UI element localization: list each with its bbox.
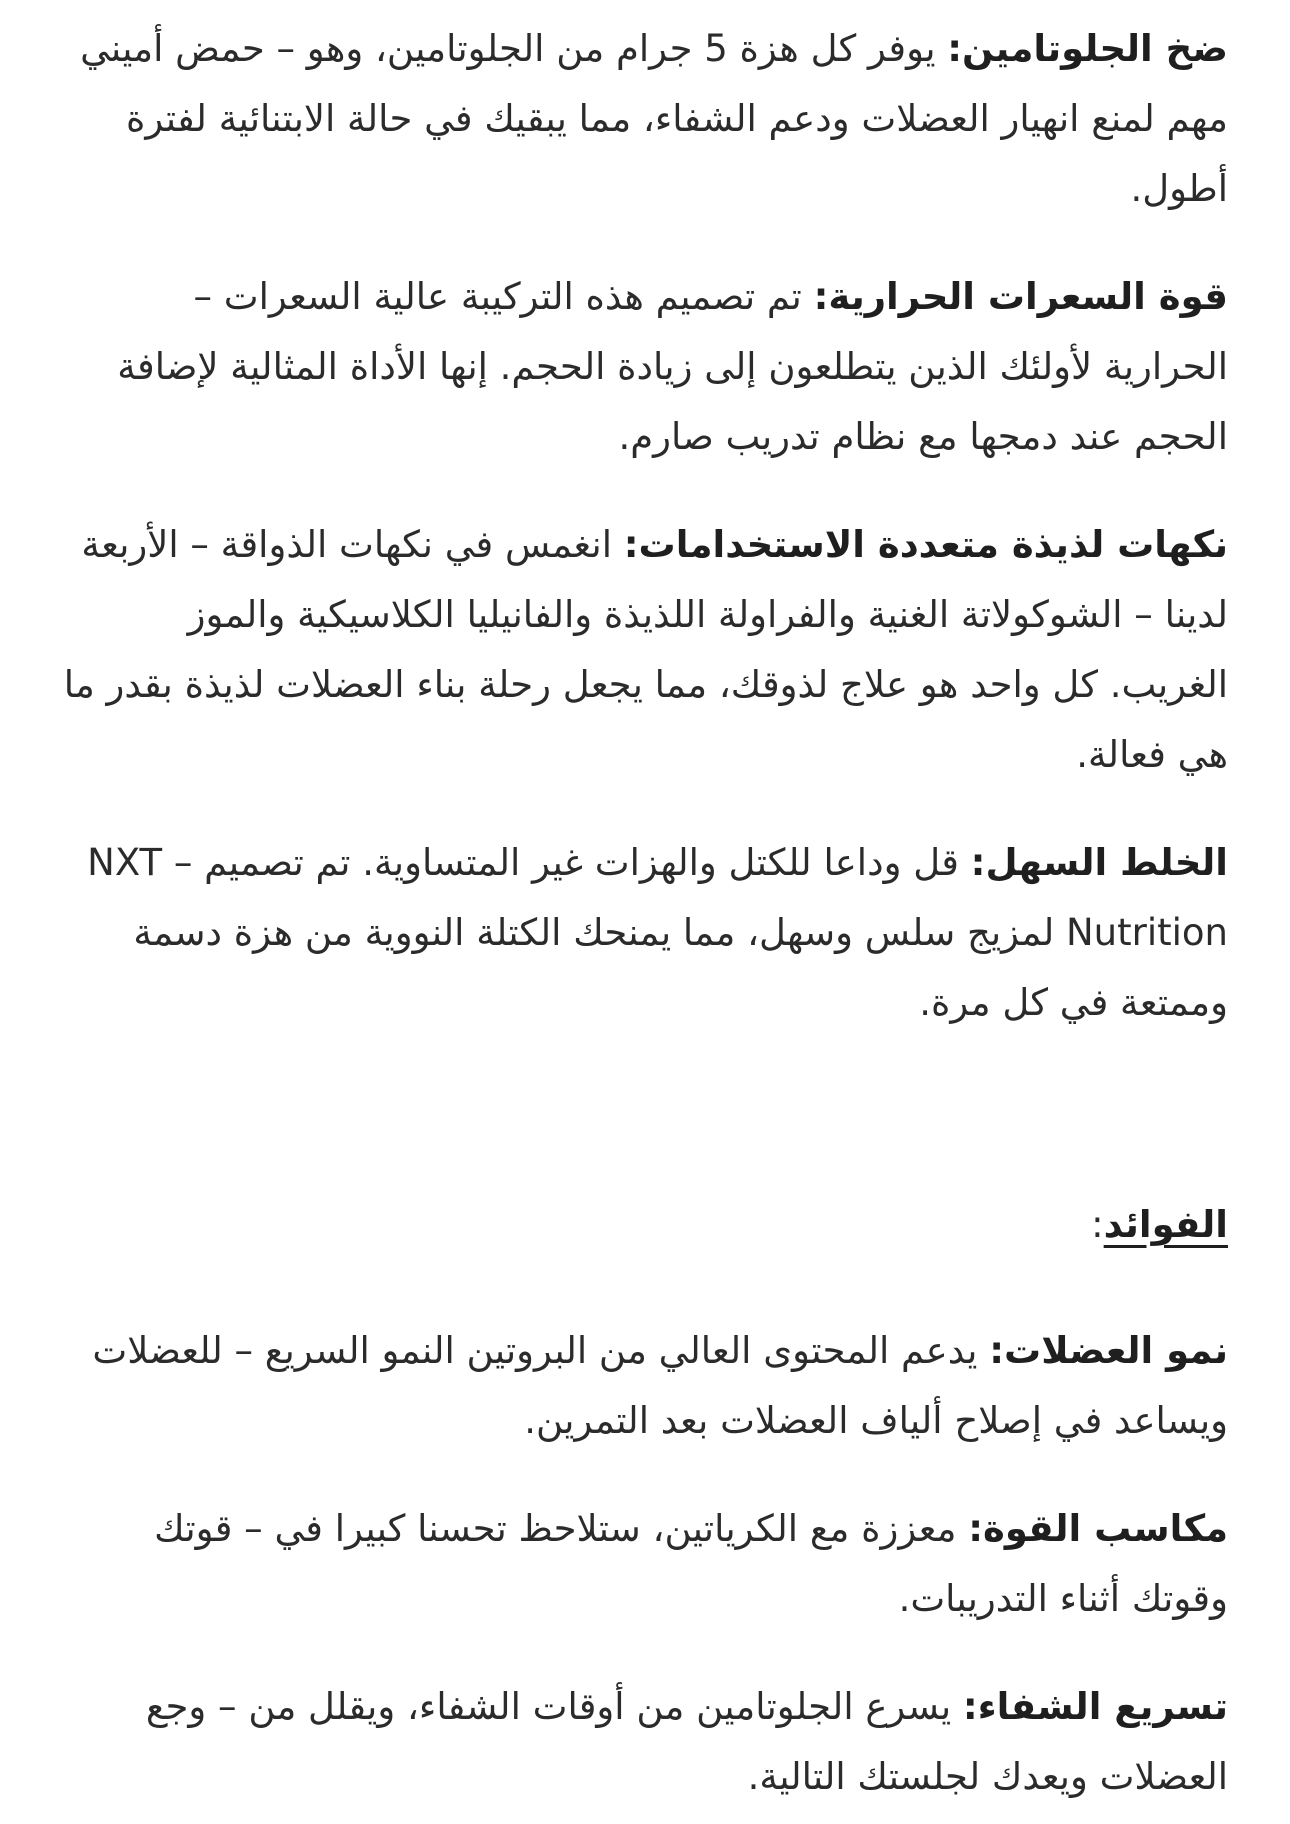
benefit-text: يدعم المحتوى العالي من البروتين النمو السريع – للعضلات ويساعد في إصلاح ألياف العضلات بعد التمرين. — [92, 1329, 1228, 1442]
feature-text: تم تصميم هذه التركيبة عالية السعرات – الحرارية لأولئك الذين يتطلعون إلى زيادة الحجم. إنها الأداة المثالية لإضافة الحجم عند دمجها مع نظام تدريب صارم. — [117, 275, 1228, 458]
benefit-strength — [58, 1494, 1228, 1634]
benefit-label: تسريع الشفاء: — [962, 1685, 1228, 1728]
benefit-recovery — [58, 1672, 1228, 1812]
benefits-heading-row — [58, 1190, 1228, 1260]
benefit-label: نمو العضلات: — [989, 1329, 1228, 1372]
feature-text: قل وداعا للكتل والهزات غير المتساوية. تم تصميم – NXT Nutrition لمزيج سلس وسهل، مما يمنحك الكتلة النووية من هزة دسمة وممتعة في كل مرة. — [87, 841, 1228, 1024]
benefit-label: مكاسب القوة: — [968, 1507, 1228, 1550]
benefit-text: يسرع الجلوتامين من أوقات الشفاء، ويقلل من – وجع العضلات ويعدك لجلستك التالية. — [145, 1685, 1228, 1798]
feature-glutamine — [58, 14, 1228, 224]
feature-mixing — [58, 828, 1228, 1038]
document-body — [58, 14, 1228, 1812]
benefits-heading-colon: : — [1091, 1203, 1104, 1246]
benefit-muscle-growth — [58, 1316, 1228, 1456]
feature-calories — [58, 262, 1228, 472]
feature-label: الخلط السهل: — [970, 841, 1228, 884]
benefits-heading: الفوائد — [1103, 1203, 1228, 1246]
feature-text: يوفر كل هزة 5 جرام من الجلوتامين، وهو – حمض أميني مهم لمنع انهيار العضلات ودعم الشفاء، مما يبقيك في حالة الابتنائية لفترة أطول. — [80, 27, 1228, 210]
feature-label: نكهات لذيذة متعددة الاستخدامات: — [623, 523, 1228, 566]
feature-text: انغمس في نكهات الذواقة – الأربعة لدينا – الشوكولاتة الغنية والفراولة اللذيذة والفانيليا الكلاسيكية والموز الغريب. كل واحد هو علاج لذوقك، مما يجعل رحلة بناء العضلات لذيذة بقدر ما هي فعالة. — [63, 523, 1228, 776]
feature-label: قوة السعرات الحرارية: — [813, 275, 1228, 318]
benefit-text: معززة مع الكرياتين، ستلاحظ تحسنا كبيرا في – قوتك وقوتك أثناء التدريبات. — [154, 1507, 1228, 1620]
feature-label: ضخ الجلوتامين: — [947, 27, 1228, 70]
feature-flavors — [58, 510, 1228, 790]
